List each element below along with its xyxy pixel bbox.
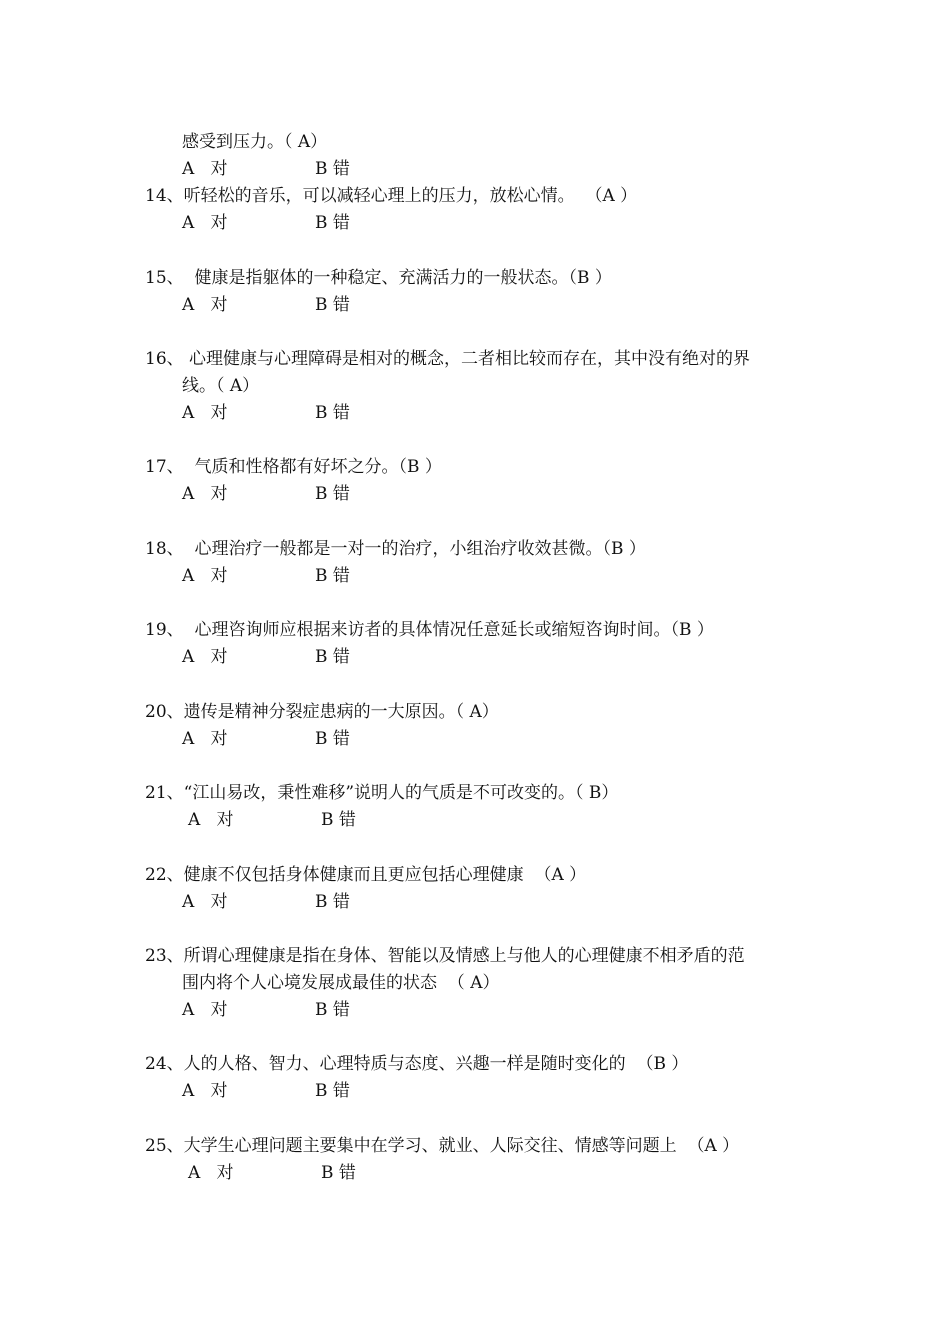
question-20-text: 20、遗传是精神分裂症患病的一大原因。（ A）	[145, 702, 499, 722]
question-16-text-line-2: 线。（ A）	[182, 376, 260, 396]
question-23-option-b: B 错	[315, 1000, 350, 1020]
question-23-option-a: A 对	[182, 1000, 228, 1020]
question-21-text: 21、“江山易改，秉性难移”说明人的气质是不可改变的。（ B）	[145, 783, 619, 803]
question-14-option-a: A 对	[182, 213, 228, 233]
question-19-text: 19、 心理咨询师应根据来访者的具体情况任意延长或缩短咨询时间。（B ）	[145, 620, 714, 640]
question-24-text: 24、人的人格、智力、心理特质与态度、兴趣一样是随时变化的 （B ）	[145, 1054, 689, 1074]
question-22-option-a: A 对	[182, 892, 228, 912]
question-21-option-a: A 对	[188, 810, 234, 830]
question-15-text: 15、 健康是指躯体的一种稳定、充满活力的一般状态。（B ）	[145, 268, 612, 288]
question-19-option-a: A 对	[182, 647, 228, 667]
question-23-text-line-2: 围内将个人心境发展成最佳的状态 （ A）	[182, 973, 500, 993]
question-14-text: 14、听轻松的音乐，可以减轻心理上的压力，放松心情。 （A ）	[145, 186, 638, 206]
question-14-option-b: B 错	[315, 213, 350, 233]
question-17-option-b: B 错	[315, 484, 350, 504]
question-13-option-a: A 对	[182, 159, 228, 179]
question-18-text: 18、 心理治疗一般都是一对一的治疗，小组治疗收效甚微。（B ）	[145, 539, 646, 559]
question-16-option-b: B 错	[315, 403, 350, 423]
question-15-option-b: B 错	[315, 295, 350, 315]
question-20-option-a: A 对	[182, 729, 228, 749]
question-22-text: 22、健康不仅包括身体健康而且更应包括心理健康 （A ）	[145, 865, 587, 885]
question-24-option-b: B 错	[315, 1081, 350, 1101]
question-24-option-a: A 对	[182, 1081, 228, 1101]
question-13-option-b: B 错	[315, 159, 350, 179]
question-21-option-b: B 错	[321, 810, 356, 830]
question-16-option-a: A 对	[182, 403, 228, 423]
question-20-option-b: B 错	[315, 729, 350, 749]
question-13-line-2: 感受到压力。（ A）	[182, 132, 328, 152]
question-25-option-a: A 对	[188, 1163, 234, 1183]
question-17-text: 17、 气质和性格都有好坏之分。（B ）	[145, 457, 442, 477]
question-18-option-a: A 对	[182, 566, 228, 586]
question-17-option-a: A 对	[182, 484, 228, 504]
question-25-option-b: B 错	[321, 1163, 356, 1183]
question-22-option-b: B 错	[315, 892, 350, 912]
question-19-option-b: B 错	[315, 647, 350, 667]
question-16-text: 16、 心理健康与心理障碍是相对的概念，二者相比较而存在，其中没有绝对的界	[145, 349, 751, 369]
question-15-option-a: A 对	[182, 295, 228, 315]
question-23-text: 23、所谓心理健康是指在身体、智能以及情感上与他人的心理健康不相矛盾的范	[145, 946, 745, 966]
question-18-option-b: B 错	[315, 566, 350, 586]
question-25-text: 25、大学生心理问题主要集中在学习、就业、人际交往、情感等问题上 （A ）	[145, 1136, 740, 1156]
